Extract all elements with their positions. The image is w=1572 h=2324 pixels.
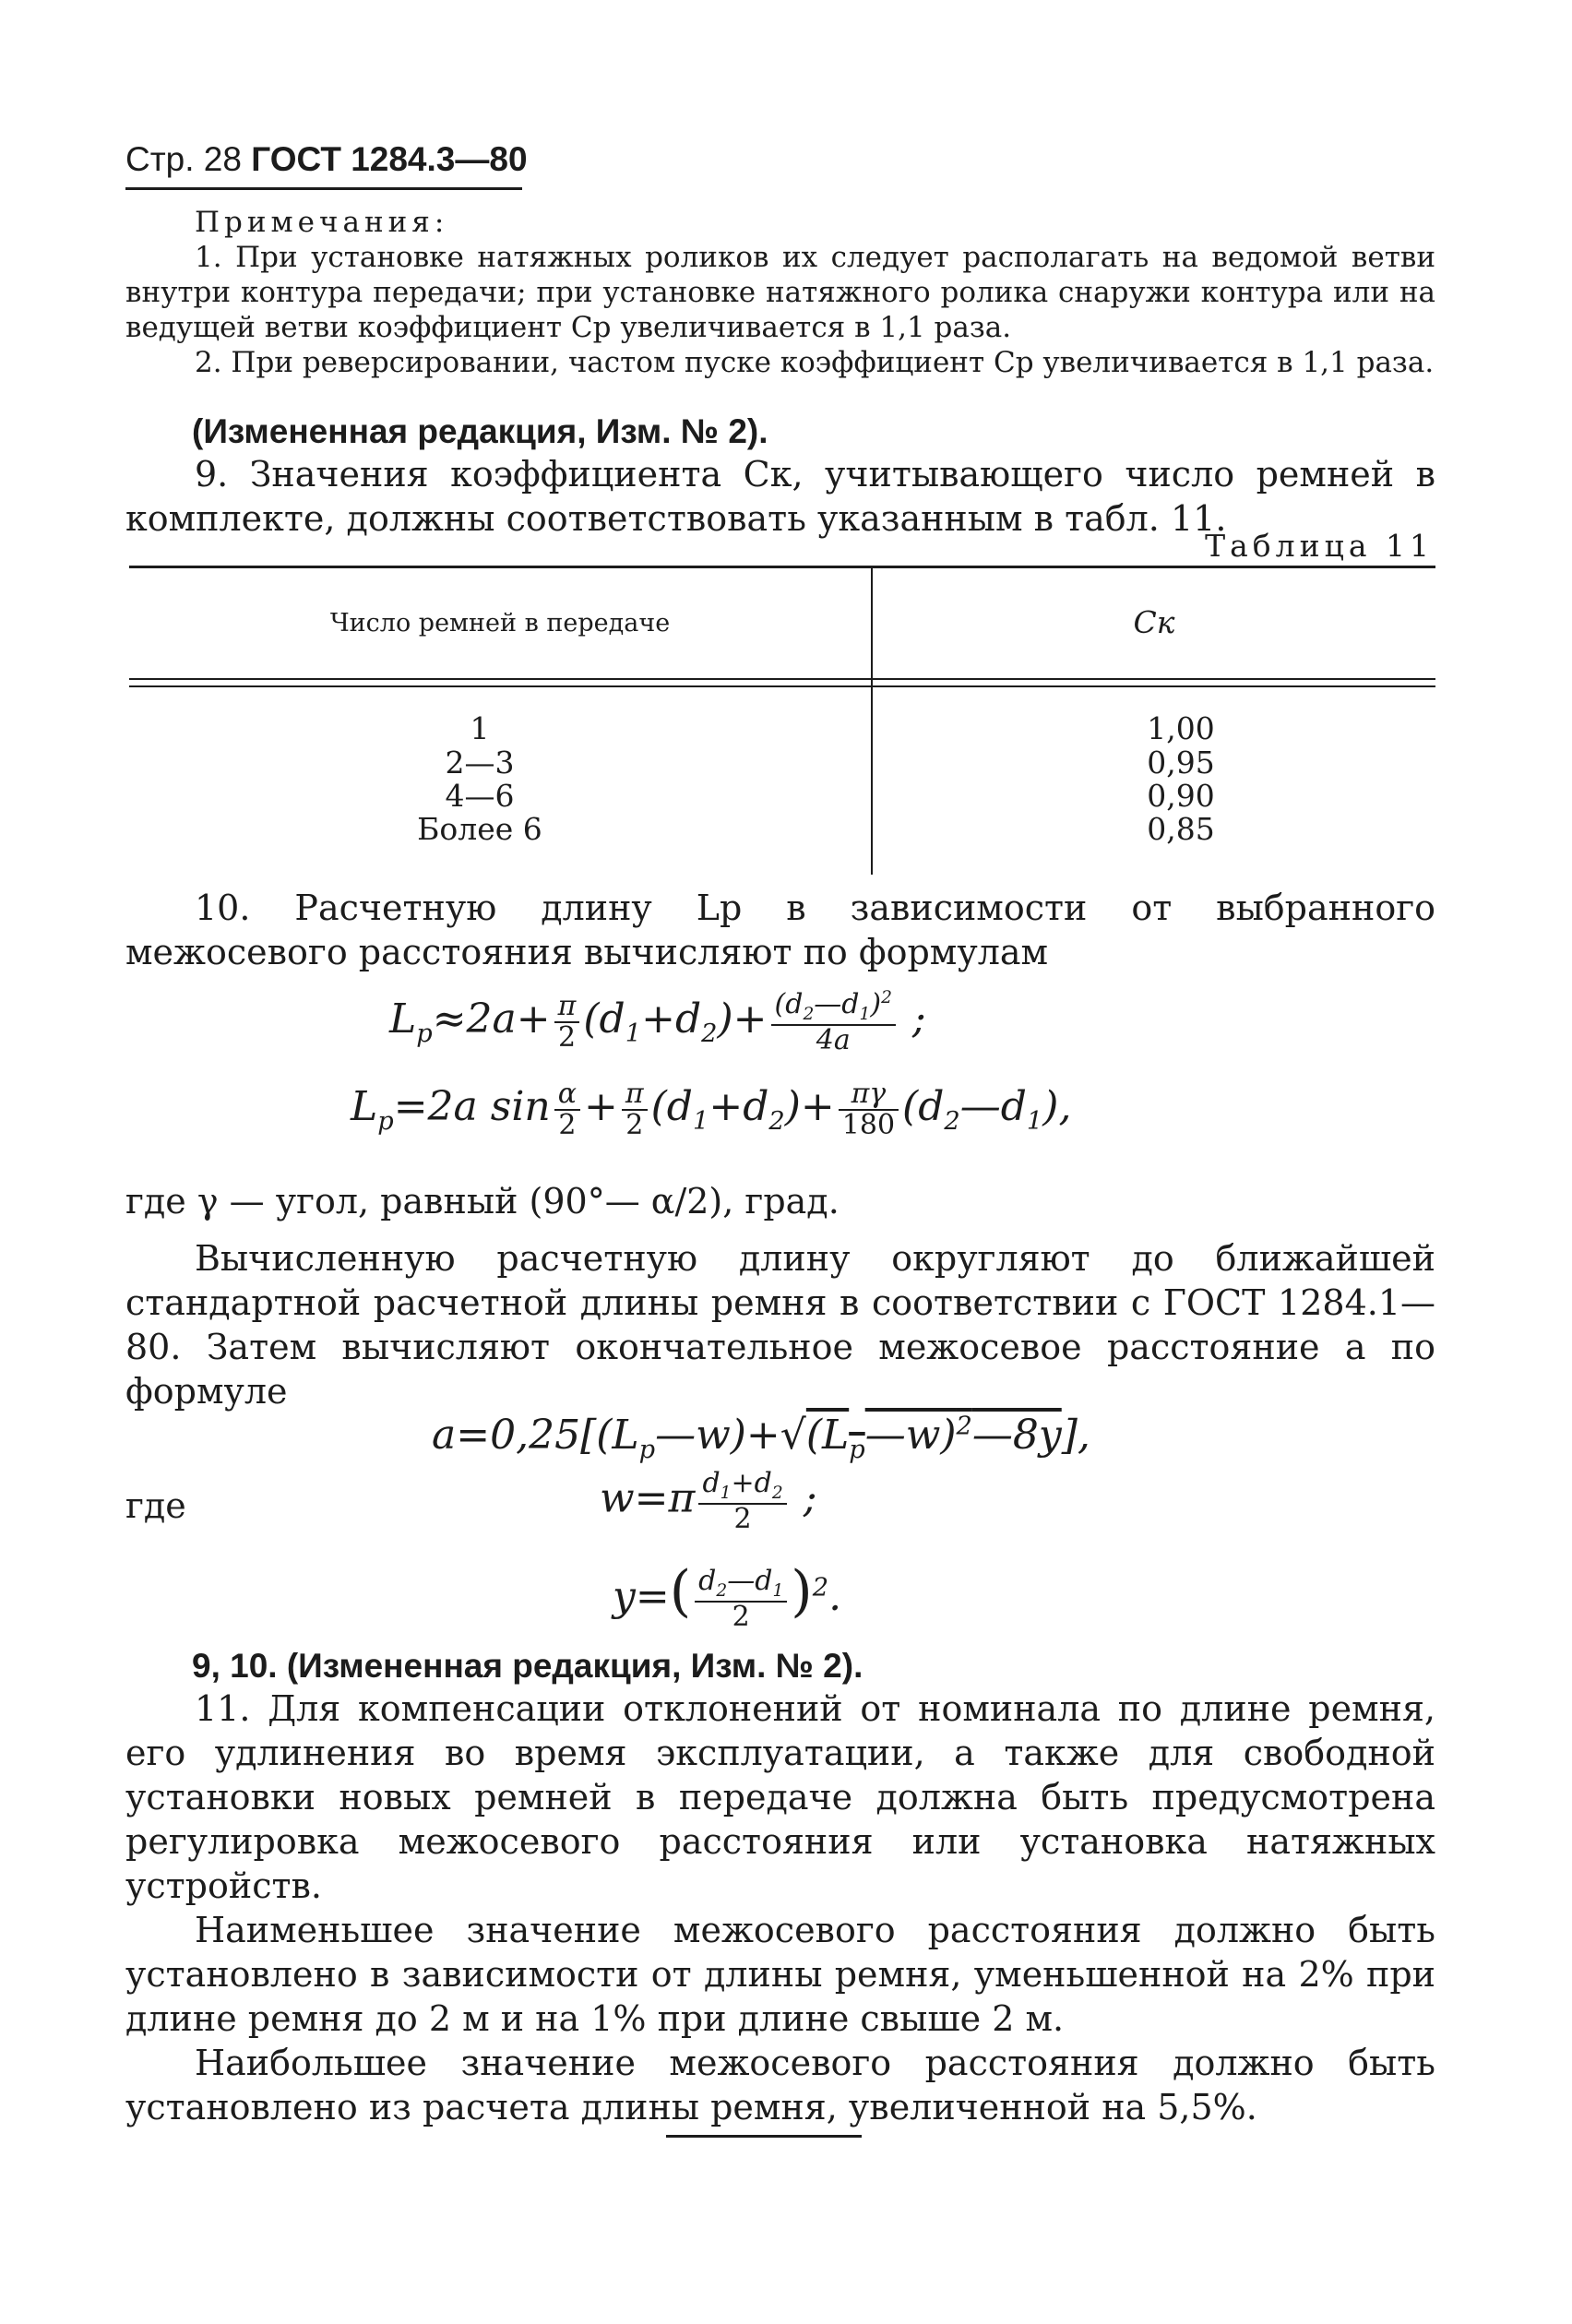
header-rule: [125, 187, 522, 190]
note-2: 2. При реверсировании, частом пуске коэффициент Cр увеличивается в 1,1 раза.: [195, 346, 1435, 379]
formula-y: y=( $\frac{d_2—d_1}{2}$ )$^2$.: [613, 1559, 842, 1633]
section-11-p3: Наибольшее значение межосевого расстояния должно быть установлено из расчета длины ремня, увеличенной на 5,5%.: [125, 2043, 1435, 2127]
rounding-text: Вычисленную расчетную длину округляют до ближайшей стандартной расчетной длины ремня в соответствии с ГОСТ 1284.1—80. Затем вычисляют окончательное межосевое расстояние a по формуле: [125, 1238, 1435, 1412]
table-row-4-count: Более 6: [417, 811, 542, 847]
amendment-note-1: (Измененная редакция, Изм. № 2).: [192, 412, 768, 450]
section-11-p1: 11. Для компенсации отклонений от номинала по длине ремня, его удлинения во время эксплуатации, а также для свободной установки новых ремней в передаче должна быть предусмотрена регулировка межосевого расстояния или установка натяжных устройств.: [125, 1688, 1435, 1906]
table-row-3-count: 4—6: [445, 778, 515, 814]
section-11: [125, 1686, 1435, 2129]
section-10: [125, 886, 1435, 974]
rounding-paragraph: [125, 1236, 1435, 1413]
formula-w: w=π $\frac{d_1+d_2}{2}$ ;: [600, 1467, 817, 1535]
section-9-text: 9. Значения коэффициента Cк, учитывающего число ремней в комплекте, должны соответствовать указанным в табл. 11.: [125, 454, 1435, 539]
table-top-rule: [129, 566, 1435, 568]
table-header-ck: Cк: [1133, 604, 1175, 640]
bottom-rule: [666, 2135, 862, 2138]
formula-a: $a=0,25[(L_р—w)+√(L_р—w)^2—8y]$,: [432, 1412, 1090, 1464]
standard-number: ГОСТ 1284.3—80: [251, 140, 528, 178]
note-1: 1. При установке натяжных роликов их следует располагать на ведомой ветви внутри контура передачи; при установке натяжного ролика снаружи контура или на ведущей ветви коэффициент Cр увеличивается в 1,1 раза.: [125, 241, 1435, 344]
section-11-p2: Наименьшее значение межосевого расстояния должно быть установлено в зависимости от длины ремня, уменьшенной на 2% при длине ремня до 2 м и на 1% при длине свыше 2 м.: [125, 1910, 1435, 2039]
amendment-note-2: 9, 10. (Измененная редакция, Изм. № 2).: [192, 1647, 863, 1685]
gamma-definition: где γ — угол, равный (90°— α/2), град.: [125, 1181, 840, 1222]
table-row-4-ck: 0,85: [1147, 811, 1215, 847]
table-row-2-ck: 0,95: [1147, 745, 1215, 781]
where-label: где: [125, 1485, 186, 1526]
notes-title: Примечания:: [195, 206, 449, 239]
section-10-intro: 10. Расчетную длину Lр в зависимости от выбранного межосевого расстояния вычисляют по формулам: [125, 888, 1435, 972]
table-header-rule-1: [129, 678, 1435, 680]
page-header: [125, 140, 528, 179]
table-row-1-ck: 1,00: [1147, 710, 1215, 746]
table-header-rule-2: [129, 685, 1435, 687]
notes-block: [125, 205, 1435, 380]
page-number: Стр. 28: [125, 140, 242, 178]
table-header-count: Число ремней в передаче: [329, 609, 671, 638]
table-row-2-count: 2—3: [445, 745, 515, 781]
table-row-3-ck: 0,90: [1147, 778, 1215, 814]
formula-lp-exact: $L_р=2a$ sin $\frac{\alpha}{2}$ + $\frac{\pi}{2}$ $(d_1+d_2)+$ $\frac{\pi\gamma}{180}$ $(d_2—d_1)$,: [351, 1078, 1072, 1141]
formula-lp-approx: $L_р\approx 2a+$ $\frac{\pi}{2}$ $(d_1+d_2)+$ $\frac{(d_2—d_1)^2}{4a}$ ;: [389, 988, 926, 1056]
table-caption: Таблица 11: [1205, 528, 1434, 564]
table-row-1-count: 1: [470, 710, 490, 746]
